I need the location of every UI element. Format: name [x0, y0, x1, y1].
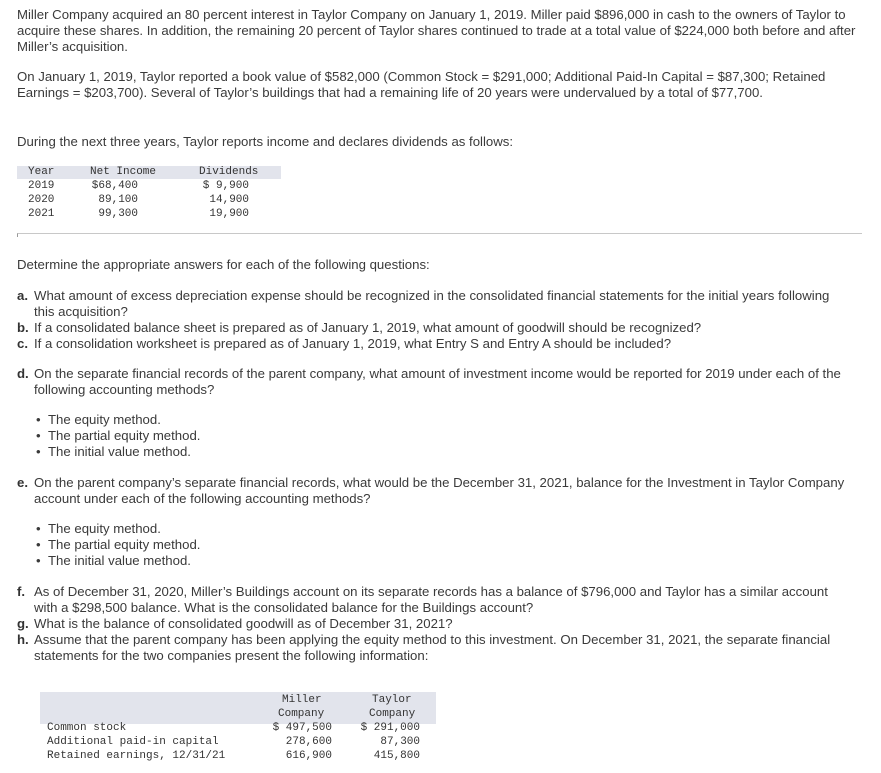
question-text: What is the balance of consolidated goodwill as of December 31, 2021?: [34, 616, 453, 631]
equity-table: [40, 692, 436, 773]
table-scrollbar-divider: [17, 233, 862, 237]
question-text: What amount of excess depreciation expense should be recognized in the consolidated financial statements for the initial years following this acquisition?: [34, 288, 830, 319]
question-text: On the separate financial records of the parent company, what amount of investment income would be reported for 2019 under each of the following accounting methods?: [34, 366, 841, 397]
question-c: [17, 336, 847, 352]
intro-paragraph-1: Miller Company acquired an 80 percent interest in Taylor Company on January 1, 2019. Miller paid $896,000 in cash to the owners of Taylor to acquire these shares. In addition, the remaining 20 percent of Taylor shares continued to trade at a total value of $224,000 both before and after Miller’s acquisition.: [17, 7, 856, 54]
row-label: Retained earnings, 12/31/21: [47, 750, 226, 762]
row-label: Common stock: [47, 722, 127, 734]
cell-dividends: 19,900: [209, 208, 249, 220]
question-label: f.: [17, 584, 26, 599]
list-item: • The equity method.: [36, 412, 200, 428]
question-d: [17, 366, 847, 398]
cell-year: 2019: [28, 180, 55, 192]
table-row: [17, 193, 281, 207]
list-item: • The partial equity method.: [36, 428, 200, 444]
questions-intro: Determine the appropriate answers for each of the following questions:: [17, 257, 430, 272]
list-item: • The equity method.: [36, 521, 200, 537]
cell-taylor: 415,800: [373, 750, 420, 762]
cell-income: $68,400: [91, 180, 138, 192]
list-item: • The initial value method.: [36, 553, 200, 569]
header-taylor: Taylor: [372, 694, 412, 706]
question-label: c.: [17, 336, 28, 351]
cell-taylor: 87,300: [380, 736, 420, 748]
question-text: On the parent company’s separate financial records, what would be the December 31, 2021, balance for the Investment in Taylor Company account under each of the following accounting methods?: [34, 475, 845, 506]
cell-year: 2020: [28, 194, 55, 206]
cell-dividends: $ 9,900: [202, 180, 249, 192]
cell-income: 89,100: [98, 194, 138, 206]
cell-miller: 278,600: [285, 736, 332, 748]
question-label: a.: [17, 288, 28, 303]
list-item: • The partial equity method.: [36, 537, 200, 553]
header-taylor-company: Company: [369, 708, 416, 720]
question-g: [17, 616, 847, 632]
question-text: If a consolidated balance sheet is prepared as of January 1, 2019, what amount of goodwill should be recognized?: [34, 320, 702, 335]
intro-paragraph-3: During the next three years, Taylor reports income and declares dividends as follows:: [17, 134, 514, 149]
question-label: d.: [17, 366, 29, 381]
question-label: b.: [17, 320, 29, 335]
question-d-methods: [36, 412, 200, 460]
question-label: h.: [17, 632, 29, 647]
header-year: Year: [28, 166, 55, 178]
table-header: [17, 166, 281, 179]
question-label: e.: [17, 475, 28, 490]
question-e-methods: [36, 521, 200, 569]
header-dividends: Dividends: [199, 166, 259, 178]
intro-paragraph-2: On January 1, 2019, Taylor reported a book value of $582,000 (Common Stock = $291,000; Additional Paid-In Capital = $87,300; Retained Earnings = $203,700). Several of Taylor’s buildings that had a remaining life of 20 years were undervalued by a total of $77,700.: [17, 69, 826, 100]
cell-income: 99,300: [98, 208, 138, 220]
question-text: Assume that the parent company has been applying the equity method to this investment. On December 31, 2021, the separate financial statements for the two companies present the following information:: [34, 632, 831, 663]
table-row: [17, 207, 281, 221]
cell-miller: 616,900: [285, 750, 332, 762]
header-miller: Miller: [282, 694, 322, 706]
question-h: [17, 632, 847, 664]
question-label: g.: [17, 616, 29, 631]
income-dividends-table: [17, 166, 281, 221]
cell-taylor: $ 291,000: [360, 722, 420, 734]
cell-year: 2021: [28, 208, 55, 220]
cell-dividends: 14,900: [209, 194, 249, 206]
cell-miller: $ 497,500: [272, 722, 332, 734]
question-e: [17, 475, 847, 507]
header-net-income: Net Income: [90, 166, 157, 178]
question-a: [17, 288, 847, 320]
question-text: As of December 31, 2020, Miller’s Buildings account on its separate records has a balance of $796,000 and Taylor has a similar account with a $298,500 balance. What is the consolidated balance for the Buildings account?: [34, 584, 828, 615]
list-item: • The initial value method.: [36, 444, 200, 460]
question-b: [17, 320, 847, 336]
table-row: [17, 179, 281, 193]
header-miller-company: Company: [278, 708, 325, 720]
question-text: If a consolidation worksheet is prepared as of January 1, 2019, what Entry S and Entry A should be included?: [34, 336, 672, 351]
row-label: Additional paid-in capital: [47, 736, 219, 748]
question-f: [17, 584, 847, 616]
